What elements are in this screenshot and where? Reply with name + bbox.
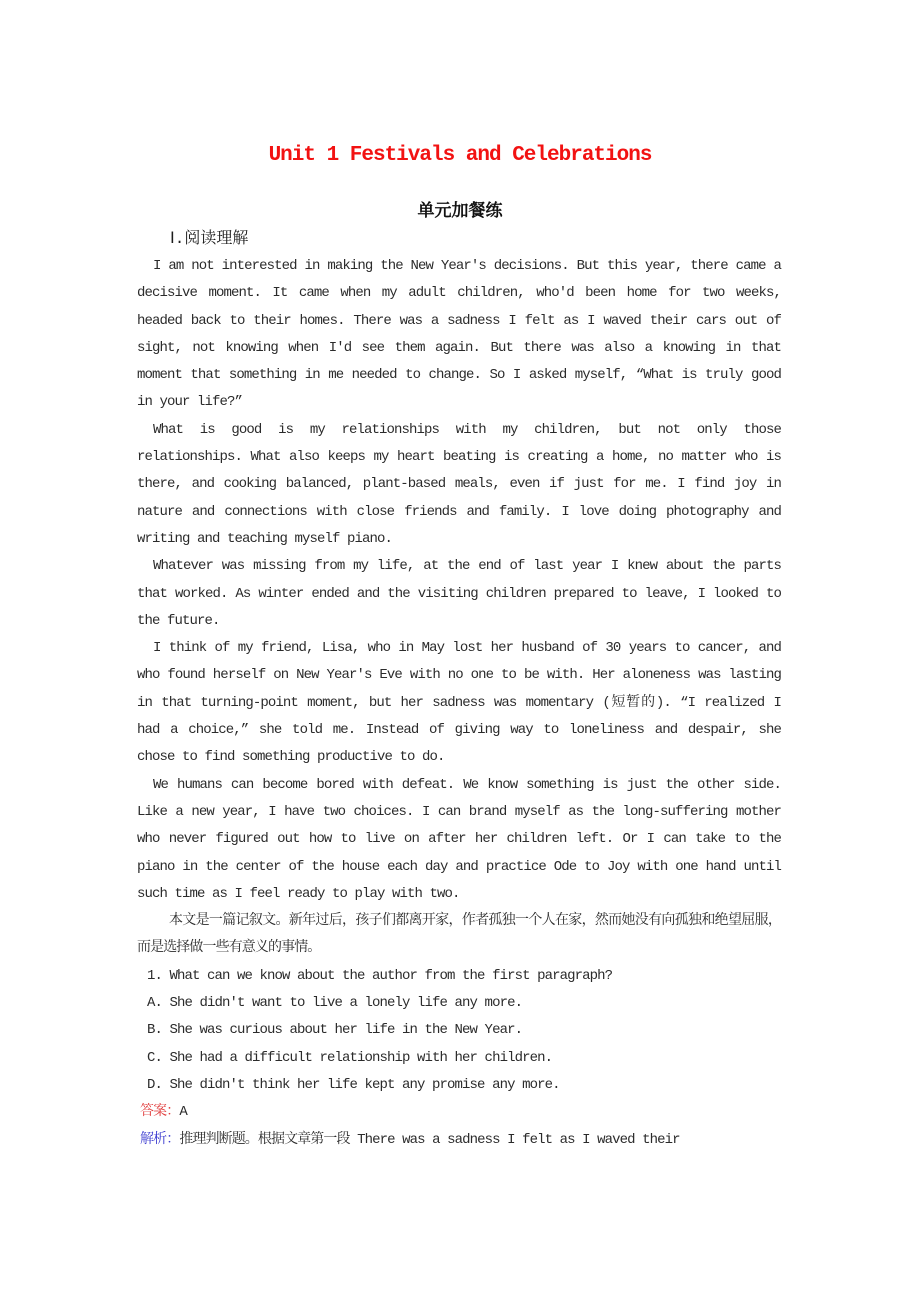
analysis-line: [137, 1127, 781, 1154]
document-body: [137, 225, 781, 1154]
answer-line: [137, 1099, 781, 1126]
passage-paragraph-4: I think of my friend, Lisa, who in May lost her husband of 30 years to cancer, and who found herself on New Year's Eve with no one to be with. Her aloneness was lasting in that turning-point moment, but her sadness was momentary (短暂的). “I realized I had a choice,” she told me. Instead of giving way to loneliness and despair, she chose to find something productive to do.: [137, 640, 781, 766]
passage-summary-cn: 本文是一篇记叙文。新年过后，孩子们都离开家，作者孤独一个人在家，然而她没有向孤独和绝望屈服，而是选择做一些有意义的事情。: [137, 913, 781, 957]
document-subtitle: 单元加餐练: [417, 203, 503, 222]
passage-paragraph-5: We humans can become bored with defeat. We know something is just the other side. Like a new year, I have two choices. I can brand myself as the long-suffering mother who never figured out how to live on after her children left. Or I can take to the piano in the center of the house each day and practice Ode to Joy with one hand until such time as I feel ready to play with two.: [137, 776, 781, 902]
question-stem: 1. What can we know about the author from the first paragraph?: [147, 967, 613, 984]
question-option-b: B. She was curious about her life in the New Year.: [147, 1022, 523, 1039]
question-option-c: C. She had a difficult relationship with her children.: [147, 1049, 553, 1066]
answer-value: A: [179, 1104, 187, 1121]
passage-paragraph-1: I am not interested in making the New Year's decisions. But this year, there came a decisive moment. It came when my adult children, who'd been home for two weeks, headed back to their homes. There was a sadness I felt as I waved their cars out of sight, not knowing when I'd see them again. But there was also a knowing in that moment that something in me needed to change. So I asked myself, “What is truly good in your life?”: [137, 258, 781, 411]
document-title: Unit 1 Festivals and Celebrations: [268, 144, 652, 167]
question-option-a: A. She didn't want to live a lonely life any more.: [147, 995, 523, 1012]
analysis-text: 推理判断题。根据文章第一段 There was a sadness I felt as I waved their: [179, 1131, 680, 1148]
passage-paragraph-3: Whatever was missing from my life, at the end of last year I knew about the parts that worked. As winter ended and the visiting children prepared to leave, I looked to the future.: [137, 558, 781, 629]
question-option-d: D. She didn't think her life kept any promise any more.: [147, 1076, 560, 1093]
reading-section-heading: Ⅰ.阅读理解: [170, 230, 249, 248]
passage-paragraph-2: What is good is my relationships with my children, but not only those relationships. What also keeps my heart beating is creating a home, no matter who is there, and cooking balanced, plant-based meals, even if just for me. I find joy in nature and connections with close friends and family. I love doing photography and writing and teaching myself piano.: [137, 421, 781, 547]
answer-label: 答案：: [140, 1104, 180, 1121]
analysis-label: 解析：: [140, 1131, 180, 1148]
